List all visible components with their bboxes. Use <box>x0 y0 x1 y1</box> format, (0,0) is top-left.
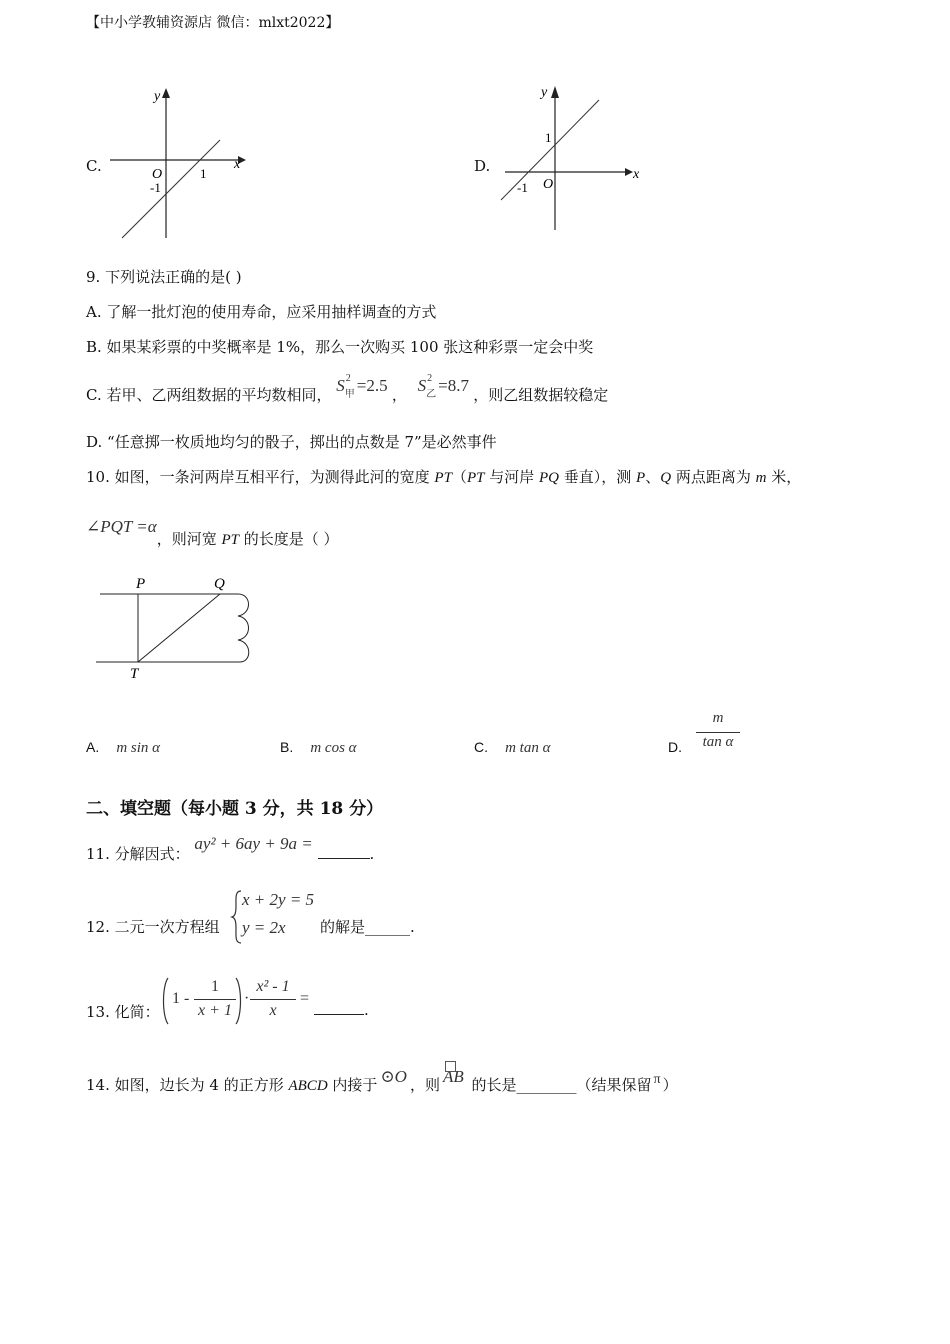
q13-fraction-1 <box>194 978 236 1020</box>
q10-opt-b-expr: m cos α <box>310 740 357 756</box>
graph-d-x-label: x <box>633 167 640 182</box>
q10-s1d: 垂直），测 <box>559 468 637 486</box>
graph-d-y-arrow <box>551 86 559 98</box>
graph-d-y-intercept: 1 <box>545 130 552 145</box>
q12-equation-1: x + 2y = 5 <box>242 890 315 909</box>
q10-pq: PQ <box>539 470 559 486</box>
q10-option-d-label-wrap <box>668 737 682 756</box>
q9-option-c <box>86 373 609 405</box>
q14-arc-ab <box>443 1067 464 1086</box>
q10-s1e: 、 <box>645 468 661 486</box>
q10-pt: PT <box>434 470 452 486</box>
graph-d-origin-label: O <box>543 177 554 192</box>
q11-suffix: . <box>369 845 375 863</box>
q13-right-paren <box>234 976 244 1026</box>
point-q-label: Q <box>214 576 225 592</box>
graph-d-y-label: y <box>541 85 548 100</box>
q14-prefix-a: 14. 如图，边长为 4 的正方形 <box>86 1076 289 1094</box>
q9-c-prefix: C. 若甲、乙两组数据的平均数相同， <box>86 386 332 404</box>
q14-abcd: ABCD <box>288 1078 328 1094</box>
q14-prefix-b: 内接于 <box>327 1076 378 1094</box>
q9-c-val1: =2.5 <box>356 376 388 395</box>
q13-answer-blank[interactable] <box>314 1002 364 1015</box>
q10-opt-b-label: B. <box>280 739 294 755</box>
q10-s1f: 两点距离为 <box>671 468 756 486</box>
q13-dot: · <box>244 990 250 1007</box>
q14-pi: π <box>653 1072 661 1087</box>
q13-frac2-den: x <box>269 1002 277 1019</box>
q11 <box>86 834 375 864</box>
point-p-label: P <box>136 576 146 592</box>
q10-s1b: （ <box>451 468 467 486</box>
q13-answer <box>314 1001 369 1019</box>
q13-equals: = <box>300 990 310 1007</box>
q10-opt-d-label: D. <box>668 739 682 755</box>
q8-option-d-label: D. <box>474 157 491 175</box>
q10-angle-expr: ∠PQT =α <box>86 517 157 536</box>
segment-qt <box>138 594 220 662</box>
q12-suffix: 的解是______. <box>320 918 415 936</box>
q9-c-variance-yi <box>417 373 474 400</box>
q9-c-suffix: ，则乙组数据较稳定 <box>473 386 609 404</box>
q10-s2b: 的长度是（ ） <box>239 530 339 548</box>
q9-c-val2: =8.7 <box>438 376 469 395</box>
point-t-label: T <box>130 666 139 682</box>
q10-option-c <box>474 737 550 757</box>
q14-prefix-c: ，则 <box>409 1076 440 1094</box>
q13-prefix: 13. 化简： <box>86 1003 160 1021</box>
q10-s1c: 与河岸 <box>484 468 539 486</box>
q12-prefix: 12. 二元一次方程组 <box>86 918 220 936</box>
q10-pt3: PT <box>221 532 239 548</box>
q13-one-minus: 1 - <box>172 990 190 1007</box>
q10-opt-d-num: m <box>712 710 724 726</box>
q14 <box>86 1067 678 1095</box>
graph-d-x-arrow <box>625 168 633 176</box>
section-2-title: 二、填空题（每小题 3 分，共 18 分） <box>86 799 384 819</box>
q10-opt-d-den: tan α <box>702 734 734 750</box>
q13-frac2-num: x² - 1 <box>256 978 290 995</box>
q9-c-subsup2 <box>426 373 438 400</box>
q10-m: m <box>755 470 767 486</box>
q14-arc-text: AB <box>442 1067 464 1086</box>
river-wavy-edge <box>238 594 249 662</box>
graph-c-y-arrow <box>162 88 170 98</box>
q9-c-subsup1 <box>344 373 357 400</box>
q9-c-sup1: 2 <box>345 373 351 384</box>
graph-c-y-intercept: -1 <box>150 180 161 195</box>
q11-answer-blank[interactable] <box>318 846 370 859</box>
q9-option-a: A. 了解一批灯泡的使用寿命，应采用抽样调查的方式 <box>86 303 437 321</box>
q13-frac1-bar <box>194 999 236 1000</box>
q10-stem-line1 <box>86 466 801 487</box>
q10-s1g: 米， <box>766 468 802 486</box>
q11-expression: ay² + 6ay + 9a = <box>194 834 313 853</box>
q13-frac1-den: x + 1 <box>198 1002 232 1019</box>
q14-arc-symbol-box <box>445 1061 456 1072</box>
q9-c-comma: ， <box>391 386 407 404</box>
q11-prefix: 11. 分解因式： <box>86 845 190 863</box>
q8-option-c-label: C. <box>86 157 102 175</box>
q9-c-s1: S <box>336 376 345 395</box>
graph-c-x-intercept: 1 <box>200 166 207 181</box>
q10-option-b <box>280 737 357 757</box>
q14-suffix: ） <box>662 1076 678 1094</box>
q14-prefix-d: 的长是________（结果保留 <box>466 1076 652 1094</box>
q12-equation-2: y = 2x <box>242 918 286 937</box>
q13-left-paren <box>160 976 170 1026</box>
q10-s2a: ，则河宽 <box>156 530 222 548</box>
q10-pt2: PT <box>466 470 485 486</box>
q9-c-sub1: 甲 <box>344 389 355 400</box>
q10-opt-c-label: C. <box>474 739 488 755</box>
q9-c-sup2: 2 <box>427 373 433 384</box>
header-watermark: 【中小学教辅资源店 微信：mlxt2022】 <box>86 15 340 31</box>
q13-frac2-bar <box>250 999 296 1000</box>
q10-river-figure <box>90 570 260 685</box>
graph-c-y-label: y <box>154 89 161 104</box>
q10-option-d-fraction <box>696 710 740 751</box>
q9-stem: 9. 下列说法正确的是( ) <box>86 268 242 286</box>
q10-q: Q <box>660 470 672 486</box>
q10-opt-a-label: A. <box>86 739 100 755</box>
q9-option-b: B. 如果某彩票的中奖概率是 1%，那么一次购买 100 张这种彩票一定会中奖 <box>86 338 594 356</box>
graph-d-x-intercept: -1 <box>517 180 528 195</box>
graph-c-origin-label: O <box>152 167 163 182</box>
q9-c-sub2: 乙 <box>426 389 437 400</box>
q9-c-s2: S <box>417 376 427 395</box>
q13-frac1-num: 1 <box>211 978 219 995</box>
q9-c-variance-jia <box>336 373 392 400</box>
q8-graph-d <box>495 80 655 235</box>
q10-option-a <box>86 737 160 757</box>
q14-circle-o: ⊙O <box>380 1067 407 1086</box>
q10-opt-c-expr: m tan α <box>505 740 551 756</box>
q10-s1a: 10. 如图，一条河两岸互相平行，为测得此河的宽度 <box>86 468 435 486</box>
graph-c-function-line <box>122 140 220 238</box>
q13-fraction-2 <box>250 978 296 1020</box>
q10-opt-d-bar <box>696 732 740 733</box>
q10-opt-a-expr: m sin α <box>116 740 161 756</box>
q13-suffix: . <box>364 1001 369 1019</box>
q8-graph-c <box>100 82 260 242</box>
q9-option-d: D. “任意掷一枚质地均匀的骰子，掷出的点数是 7”是必然事件 <box>86 433 497 451</box>
graph-c-x-label: x <box>234 157 241 172</box>
q10-p: P <box>636 470 646 486</box>
q10-stem-line2 <box>86 517 339 549</box>
